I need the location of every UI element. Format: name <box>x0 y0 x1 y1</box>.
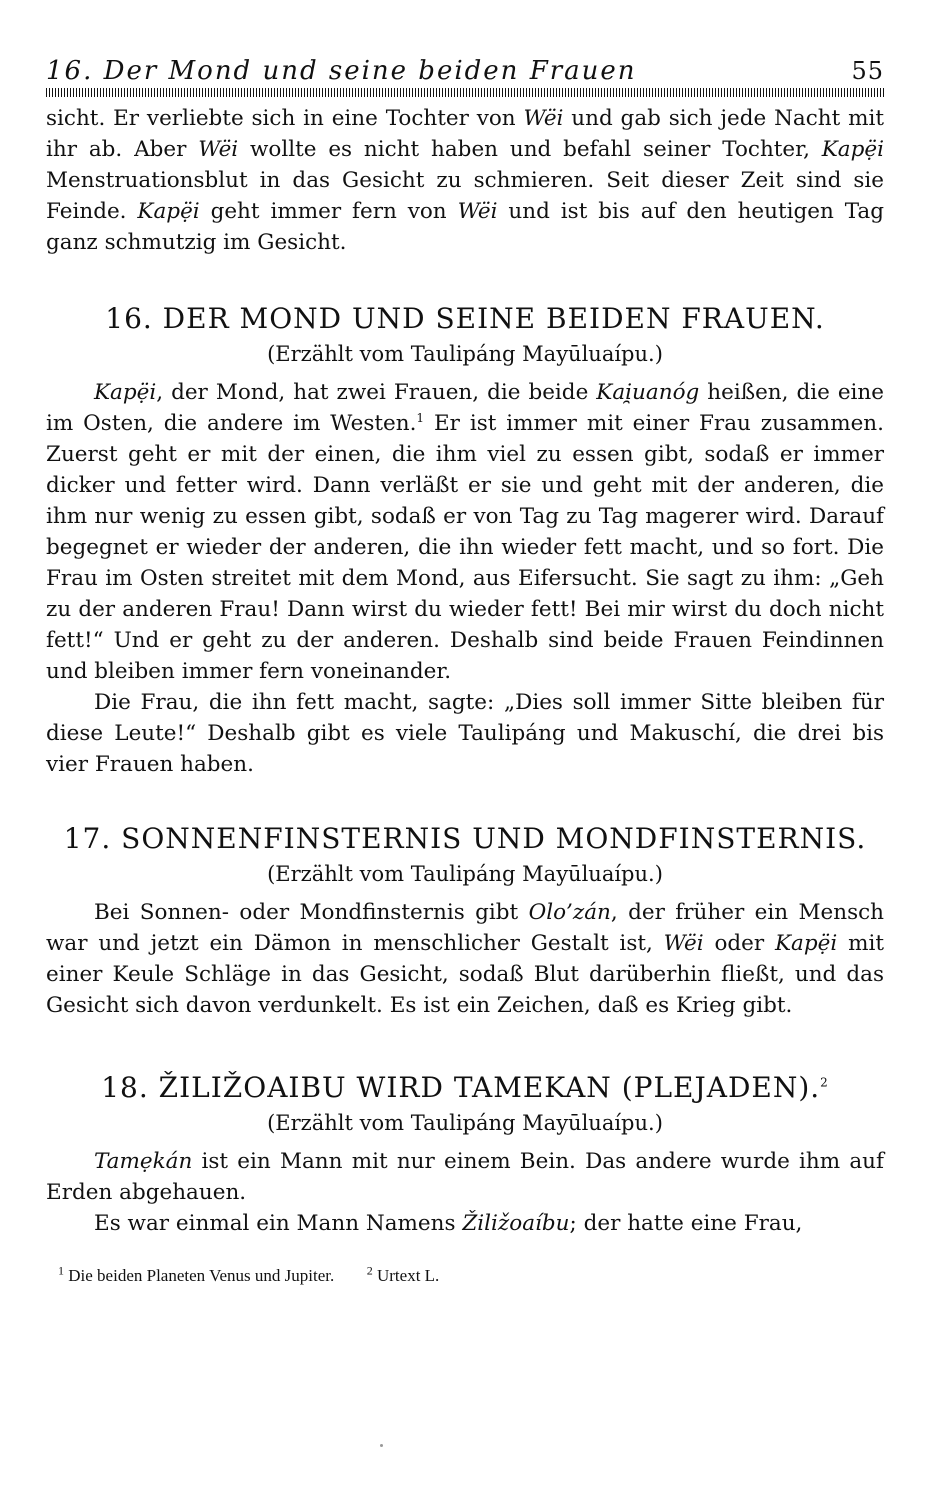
page-speck <box>380 1444 383 1447</box>
section-18-heading: 18. ŽILIŽOAIBU WIRD TAMEKAN (PLEJADEN).$^2$ <box>101 1071 829 1104</box>
section-16-heading: 16. DER MOND UND SEINE BEIDEN FRAUEN. <box>105 302 825 335</box>
footnote-2-text: Urtext L. <box>376 1266 440 1285</box>
header-rule <box>46 88 884 97</box>
footnote-2-mark: 2 <box>366 1263 373 1278</box>
section-17-heading: 17. SONNENFINSTERNIS UND MONDFINSTERNIS. <box>63 822 867 855</box>
section-18-paragraph-2: Es war einmal ein Mann Namens Žiližoaíbu; der hatte eine Frau, <box>94 1211 803 1236</box>
footnote-ref-2: 2 <box>820 1075 829 1090</box>
section-16-paragraph-1: Kapẹ̈i, der Mond, hat zwei Frauen, die beide Kai̯uanóg heißen, die eine im Osten, die andere im Westen.$^1$ Er ist immer mit einer Frau zusammen. Zuerst geht er mit der einen, die ihm viel zu essen gibt, sodaß er immer dicker und fetter wird. Dann verläßt er sie und geht mit der anderen, die ihm nur wenig zu essen gibt, sodaß er von Tag zu Tag magerer wird. Darauf begegnet er wieder der anderen, die ihn wieder fett macht, und so fort. Die Frau im Osten streitet mit dem Mond, aus Eifersucht. Sie sagt zu ihm: „Geh zu der anderen Frau! Dann wirst du wieder fett! Bei mir wirst du doch nicht fett!“ Und er geht zu der anderen. Deshalb sind beide Frauen Feindinnen und bleiben immer fern voneinander. <box>46 380 884 684</box>
book-page <box>46 56 884 1239</box>
section-16-subtitle: (Erzählt vom Taulipáng Mayūluaípu.) <box>267 342 663 366</box>
footnotes <box>58 1263 440 1286</box>
section-17-subtitle: (Erzählt vom Taulipáng Mayūluaípu.) <box>267 862 663 886</box>
page-number: 55 <box>851 57 884 85</box>
footnote-1-text: Die beiden Planeten Venus und Jupiter. <box>68 1266 335 1285</box>
section-18-subtitle: (Erzählt vom Taulipáng Mayūluaípu.) <box>267 1111 663 1135</box>
running-title: 16. Der Mond und seine beiden Frauen <box>46 56 637 86</box>
running-head <box>46 56 884 88</box>
footnote-ref-1: 1 <box>416 410 425 425</box>
section-18-paragraph-1: Tamẹkán ist ein Mann mit nur einem Bein. Das andere wurde ihm auf Erden abgehauen. <box>46 1149 884 1205</box>
section-17-paragraph: Bei Sonnen- oder Mondfinsternis gibt Olo’zán, der früher ein Mensch war und jetzt ein Dämon in menschlicher Gestalt ist, Wëi oder Kapẹ̈i mit einer Keule Schläge in das Gesicht, sodaß Blut darüberhin fließt, und das Gesicht sich davon verdunkelt. Es ist ein Zeichen, daß es Krieg gibt. <box>46 900 884 1018</box>
intro-paragraph: sicht. Er verliebte sich in eine Tochter von Wëi und gab sich jede Nacht mit ihr ab. Aber Wëi wollte es nicht haben und befahl seiner Tochter, Kapẹ̈i Menstruationsblut in das Gesicht zu schmieren. Seit dieser Zeit sind sie Feinde. Kapẹ̈i geht immer fern von Wëi und ist bis auf den heutigen Tag ganz schmutzig im Gesicht. <box>46 106 884 255</box>
footnote-1-mark: 1 <box>58 1263 64 1278</box>
section-16-paragraph-2: Die Frau, die ihn fett macht, sagte: „Dies soll immer Sitte bleiben für diese Leute!“ Deshalb gibt es viele Taulipáng und Makuschí, die drei bis vier Frauen haben. <box>46 690 884 777</box>
